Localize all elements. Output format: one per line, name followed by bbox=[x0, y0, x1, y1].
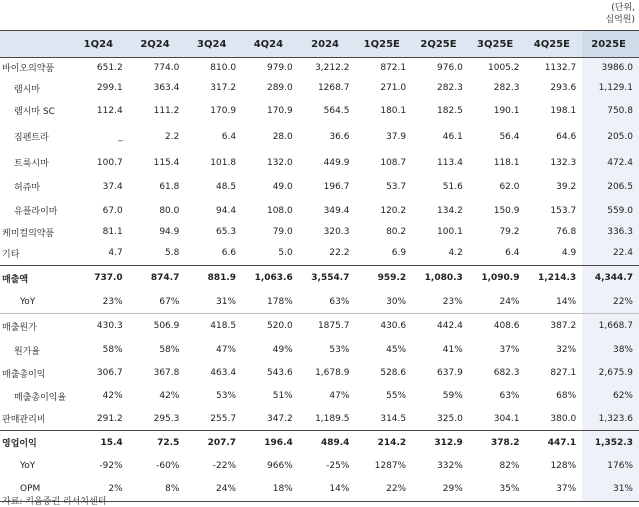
table-cell: 198.1 bbox=[550, 105, 577, 116]
table-cell: 1287% bbox=[374, 461, 407, 471]
table-cell: 289.0 bbox=[266, 83, 293, 93]
table-cell: 14% bbox=[299, 478, 356, 502]
table-cell: 1005.2 bbox=[488, 62, 520, 73]
table-cell: 58% bbox=[102, 345, 123, 355]
table-cell: 1,323.6 bbox=[582, 408, 639, 431]
table-cell: 320.3 bbox=[323, 227, 350, 237]
table-cell: 299.1 bbox=[96, 83, 123, 93]
table-cell: 325.0 bbox=[437, 413, 463, 424]
table-cell: 872.1 bbox=[380, 62, 407, 73]
table-row bbox=[0, 266, 639, 291]
table-cell: 42% bbox=[102, 391, 123, 401]
table-cell: 182.5 bbox=[437, 105, 463, 116]
table-cell: 79.2 bbox=[499, 227, 520, 237]
table-cell: 64.6 bbox=[556, 131, 577, 142]
row-label: 바이오의약품 bbox=[2, 64, 55, 75]
table-cell: 51.6 bbox=[442, 181, 463, 192]
table-cell: 76.8 bbox=[556, 227, 577, 237]
column-header: 4Q24 bbox=[242, 31, 299, 58]
column-header: 1Q24 bbox=[72, 31, 129, 58]
table-cell: 30% bbox=[386, 296, 407, 307]
row-label: OPM bbox=[0, 478, 72, 502]
table-cell: 293.6 bbox=[550, 83, 577, 93]
table-cell: 53% bbox=[216, 391, 237, 401]
table-cell: 430.6 bbox=[355, 314, 412, 339]
table-cell: 132.3 bbox=[550, 157, 577, 168]
table-cell: 463.4 bbox=[210, 368, 237, 378]
table-cell: 82% bbox=[499, 461, 520, 471]
table-row bbox=[0, 291, 639, 314]
table-cell: 94.9 bbox=[159, 227, 180, 237]
table-cell: 520.0 bbox=[242, 314, 299, 339]
table-cell: 4.9 bbox=[561, 248, 577, 259]
row-label: 매출총이익율 bbox=[14, 392, 67, 403]
table-cell: 111.2 bbox=[153, 105, 180, 116]
table-cell: 472.4 bbox=[582, 151, 639, 175]
table-cell: 31% bbox=[582, 478, 639, 502]
table-row bbox=[0, 362, 639, 385]
row-label: 트룩시마 bbox=[14, 159, 49, 169]
table-cell: 430.3 bbox=[72, 314, 129, 339]
table-cell: 750.8 bbox=[582, 99, 639, 123]
table-cell: 881.9 bbox=[185, 266, 242, 291]
table-cell: 38% bbox=[582, 339, 639, 362]
table-cell: 170.9 bbox=[266, 105, 293, 116]
table-cell: 80.0 bbox=[159, 205, 180, 216]
table-cell: 506.9 bbox=[129, 314, 186, 339]
table-cell: 6.9 bbox=[391, 248, 407, 259]
table-cell: 22.4 bbox=[582, 242, 639, 266]
table-cell: 291.2 bbox=[96, 413, 123, 424]
table-header-row bbox=[0, 31, 639, 58]
table-cell: 62.0 bbox=[499, 181, 520, 192]
table-cell: 363.4 bbox=[153, 83, 180, 93]
source-note: 자료: 키움증권 리서치센터 bbox=[2, 497, 107, 507]
table-cell: 59% bbox=[442, 391, 463, 401]
table-cell: 314.5 bbox=[380, 413, 407, 424]
table-cell: 100.1 bbox=[437, 227, 463, 237]
table-cell: 22% bbox=[355, 478, 412, 502]
row-label: 판매관리비 bbox=[2, 415, 46, 426]
table-cell: 8% bbox=[129, 478, 186, 502]
table-cell: 306.7 bbox=[96, 368, 123, 378]
table-cell: 774.0 bbox=[153, 62, 180, 73]
table-cell: 178% bbox=[267, 296, 293, 307]
table-cell: 737.0 bbox=[72, 266, 129, 291]
row-label: 허쥬마 bbox=[14, 183, 41, 193]
table-cell: 214.2 bbox=[355, 431, 412, 455]
table-cell: 559.0 bbox=[582, 199, 639, 223]
table-row bbox=[0, 408, 639, 431]
header-corner bbox=[0, 31, 72, 58]
table-cell: 282.3 bbox=[493, 83, 520, 93]
table-cell: 442.4 bbox=[412, 314, 469, 339]
table-cell: 62% bbox=[582, 385, 639, 408]
table-cell: 80.2 bbox=[386, 227, 407, 237]
column-header: 2024 bbox=[299, 31, 356, 58]
table-cell: _ bbox=[118, 131, 123, 142]
table-cell: 113.4 bbox=[437, 157, 463, 168]
table-cell: 37.4 bbox=[102, 181, 123, 192]
row-label: 램시마 bbox=[14, 84, 41, 95]
table-cell: 56.4 bbox=[499, 131, 520, 142]
table-cell: 101.8 bbox=[210, 157, 237, 168]
table-cell: 23% bbox=[102, 296, 123, 307]
table-cell: -92% bbox=[99, 461, 123, 471]
table-cell: 637.9 bbox=[437, 368, 463, 378]
table-cell: 6.6 bbox=[221, 248, 237, 259]
table-cell: 39.2 bbox=[556, 181, 577, 192]
table-cell: 1,189.5 bbox=[315, 413, 350, 424]
table-cell: 68% bbox=[556, 391, 577, 401]
table-cell: 1,678.9 bbox=[315, 368, 350, 378]
table-cell: 317.2 bbox=[210, 83, 237, 93]
table-cell: 23% bbox=[442, 296, 463, 307]
table-cell: 55% bbox=[386, 391, 407, 401]
table-cell: 349.4 bbox=[323, 205, 350, 216]
row-label: 매출총이익 bbox=[2, 369, 46, 380]
table-cell: 489.4 bbox=[299, 431, 356, 455]
table-cell: 190.1 bbox=[493, 105, 520, 116]
table-cell: 2% bbox=[72, 478, 129, 502]
table-cell: 959.2 bbox=[355, 266, 412, 291]
table-cell: 81.1 bbox=[102, 227, 123, 237]
column-header: 2Q24 bbox=[129, 31, 186, 58]
table-cell: 1268.7 bbox=[317, 83, 350, 93]
table-cell: 976.0 bbox=[437, 62, 463, 73]
table-row bbox=[0, 242, 639, 266]
table-cell: 206.5 bbox=[582, 175, 639, 199]
table-cell: 134.2 bbox=[437, 205, 463, 216]
table-cell: 312.9 bbox=[412, 431, 469, 455]
table-cell: 4.2 bbox=[448, 248, 463, 259]
table-row bbox=[0, 58, 639, 78]
table-cell: 1,129.1 bbox=[582, 78, 639, 99]
table-cell: 41% bbox=[442, 345, 463, 355]
table-cell: 304.1 bbox=[493, 413, 520, 424]
row-label: 짐펜트라 bbox=[14, 133, 49, 143]
table-cell: 651.2 bbox=[96, 62, 123, 73]
table-cell: 387.2 bbox=[526, 314, 583, 339]
table-cell: 65.3 bbox=[216, 227, 237, 237]
row-label: 램시마 SC bbox=[14, 107, 55, 117]
table-cell: 48.5 bbox=[216, 181, 237, 192]
table-row bbox=[0, 431, 639, 455]
table-cell: 180.1 bbox=[380, 105, 407, 116]
table-cell: 120.2 bbox=[380, 205, 407, 216]
row-label: 매출액 bbox=[0, 266, 72, 291]
table-cell: 176% bbox=[582, 455, 639, 478]
row-label: 유플라이마 bbox=[14, 207, 58, 217]
table-cell: 207.7 bbox=[185, 431, 242, 455]
table-cell: 63% bbox=[329, 296, 350, 307]
table-cell: 4,344.7 bbox=[582, 266, 639, 291]
table-row bbox=[0, 223, 639, 242]
table-cell: 79.0 bbox=[272, 227, 293, 237]
column-header: 2Q25E bbox=[412, 31, 469, 58]
column-header: 3Q25E bbox=[469, 31, 526, 58]
table-cell: 32% bbox=[556, 345, 577, 355]
table-row bbox=[0, 175, 639, 199]
table-cell: 332% bbox=[437, 461, 463, 471]
row-label: 원가율 bbox=[14, 346, 41, 357]
table-cell: 15.4 bbox=[72, 431, 129, 455]
table-cell: -22% bbox=[212, 461, 237, 471]
table-cell: 449.9 bbox=[323, 157, 350, 168]
table-cell: 24% bbox=[499, 296, 520, 307]
row-label: 케미컬의약품 bbox=[2, 228, 55, 239]
table-cell: 1132.7 bbox=[544, 62, 577, 73]
table-cell: 150.9 bbox=[493, 205, 520, 216]
table-cell: 37% bbox=[526, 478, 583, 502]
table-cell: 408.6 bbox=[469, 314, 526, 339]
table-row bbox=[0, 151, 639, 175]
table-cell: 37.9 bbox=[386, 131, 407, 142]
table-cell: 100.7 bbox=[96, 157, 123, 168]
table-cell: 367.8 bbox=[153, 368, 180, 378]
table-cell: 271.0 bbox=[380, 83, 407, 93]
table-cell: 5.0 bbox=[278, 248, 293, 259]
table-cell: 35% bbox=[469, 478, 526, 502]
table-cell: 196.7 bbox=[323, 181, 350, 192]
column-header: 1Q25E bbox=[355, 31, 412, 58]
table-cell: 196.4 bbox=[242, 431, 299, 455]
table-cell: 94.4 bbox=[216, 205, 237, 216]
column-header: 2025E bbox=[582, 31, 639, 58]
table-cell: 53.7 bbox=[386, 181, 407, 192]
table-cell: 205.0 bbox=[582, 123, 639, 151]
table-cell: 72.5 bbox=[129, 431, 186, 455]
table-cell: 53% bbox=[329, 345, 350, 355]
table-cell: 380.0 bbox=[550, 413, 577, 424]
table-cell: 2,675.9 bbox=[582, 362, 639, 385]
table-cell: 347.2 bbox=[266, 413, 293, 424]
table-cell: -60% bbox=[156, 461, 180, 471]
table-cell: 543.6 bbox=[266, 368, 293, 378]
table-cell: 128% bbox=[550, 461, 577, 471]
table-cell: 827.1 bbox=[550, 368, 577, 378]
table-row bbox=[0, 99, 639, 123]
table-cell: 49.0 bbox=[272, 181, 293, 192]
table-cell: 336.3 bbox=[582, 223, 639, 242]
table-cell: 682.3 bbox=[493, 368, 520, 378]
table-cell: 170.9 bbox=[210, 105, 237, 116]
table-cell: 979.0 bbox=[266, 62, 293, 73]
table-row bbox=[0, 385, 639, 408]
table-cell: 6.4 bbox=[221, 131, 237, 142]
table-cell: 63% bbox=[499, 391, 520, 401]
table-row bbox=[0, 78, 639, 99]
table-cell: 1,080.3 bbox=[412, 266, 469, 291]
table-cell: 47% bbox=[329, 391, 350, 401]
table-row bbox=[0, 314, 639, 339]
table-cell: 1,090.9 bbox=[469, 266, 526, 291]
financial-table bbox=[0, 30, 639, 502]
table-cell: 37% bbox=[499, 345, 520, 355]
table-cell: 3986.0 bbox=[582, 58, 639, 78]
table-cell: 6.4 bbox=[505, 248, 520, 259]
table-cell: 31% bbox=[216, 296, 237, 307]
table-cell: 1,214.3 bbox=[526, 266, 583, 291]
table-cell: 874.7 bbox=[129, 266, 186, 291]
column-header: 3Q24 bbox=[185, 31, 242, 58]
row-label: YoY bbox=[20, 461, 36, 471]
table-cell: 810.0 bbox=[210, 62, 237, 73]
table-row bbox=[0, 455, 639, 478]
table-cell: 29% bbox=[412, 478, 469, 502]
table-cell: 153.7 bbox=[550, 205, 577, 216]
table-cell: 14% bbox=[556, 296, 577, 307]
table-cell: 378.2 bbox=[469, 431, 526, 455]
row-label: YoY bbox=[20, 296, 36, 307]
table-cell: 42% bbox=[159, 391, 180, 401]
table-cell: 1875.7 bbox=[299, 314, 356, 339]
table-cell: 528.6 bbox=[380, 368, 407, 378]
unit-note-line1: (단위, bbox=[611, 3, 635, 13]
table-cell: 28.0 bbox=[272, 131, 293, 142]
table-cell: 255.7 bbox=[210, 413, 237, 424]
table-cell: 108.0 bbox=[266, 205, 293, 216]
table-cell: 24% bbox=[185, 478, 242, 502]
table-cell: 282.3 bbox=[437, 83, 463, 93]
table-cell: 3,554.7 bbox=[299, 266, 356, 291]
table-row bbox=[0, 123, 639, 151]
table-cell: 67.0 bbox=[102, 205, 123, 216]
table-cell: 61.8 bbox=[159, 181, 180, 192]
table-cell: 51% bbox=[272, 391, 293, 401]
table-cell: 1,668.7 bbox=[582, 314, 639, 339]
table-cell: 67% bbox=[159, 296, 180, 307]
column-header: 4Q25E bbox=[526, 31, 583, 58]
table-cell: 966% bbox=[267, 461, 293, 471]
table-cell: 22% bbox=[582, 291, 639, 314]
table-cell: 3,212.2 bbox=[315, 62, 350, 73]
table-cell: 46.1 bbox=[442, 131, 463, 142]
table-cell: 564.5 bbox=[323, 105, 350, 116]
table-cell: 36.6 bbox=[329, 131, 350, 142]
row-label: 영업이익 bbox=[0, 431, 72, 455]
table-cell: 5.8 bbox=[165, 248, 180, 259]
table-cell: 118.1 bbox=[493, 157, 520, 168]
table-row bbox=[0, 339, 639, 362]
table-cell: 447.1 bbox=[526, 431, 583, 455]
unit-note-line2: 십억원) bbox=[605, 15, 635, 25]
row-label: 매출원가 bbox=[0, 314, 72, 339]
table-cell: 22.2 bbox=[329, 248, 350, 259]
table-cell: -25% bbox=[326, 461, 350, 471]
table-cell: 4.7 bbox=[108, 248, 123, 259]
table-cell: 112.4 bbox=[96, 105, 123, 116]
table-cell: 295.3 bbox=[153, 413, 180, 424]
table-cell: 108.7 bbox=[380, 157, 407, 168]
table-cell: 47% bbox=[216, 345, 237, 355]
table-cell: 115.4 bbox=[153, 157, 180, 168]
table-cell: 49% bbox=[272, 345, 293, 355]
table-cell: 1,352.3 bbox=[582, 431, 639, 455]
row-label: 기타 bbox=[2, 249, 20, 260]
table-cell: 2.2 bbox=[165, 131, 180, 142]
table-cell: 45% bbox=[386, 345, 407, 355]
table-cell: 18% bbox=[242, 478, 299, 502]
table-cell: 58% bbox=[159, 345, 180, 355]
unit-note bbox=[605, 2, 635, 26]
table-cell: 132.0 bbox=[266, 157, 293, 168]
table-cell: 418.5 bbox=[185, 314, 242, 339]
table-row bbox=[0, 199, 639, 223]
table-cell: 1,063.6 bbox=[242, 266, 299, 291]
